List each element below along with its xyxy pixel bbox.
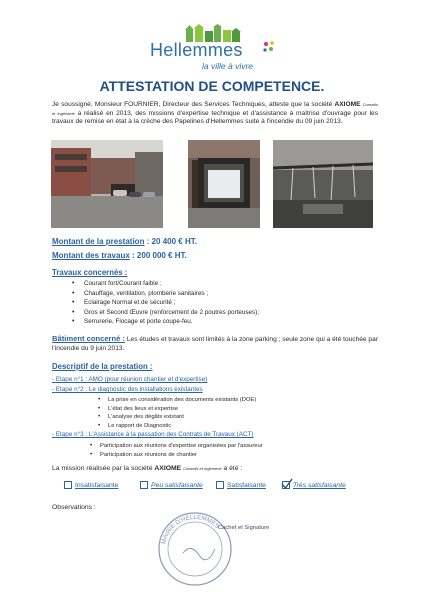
- rating-label: Très satisfaisante: [293, 481, 346, 489]
- amount-prestation: [52, 237, 197, 246]
- list-item: • Eclairage Normal et de sécurité ;: [72, 298, 259, 308]
- checkbox-insatisfaisante[interactable]: [64, 481, 72, 489]
- mission-line: [52, 465, 242, 472]
- list-item: • Courant fort/Courant faible ;: [72, 279, 259, 289]
- rating-satisfaisante[interactable]: [216, 481, 266, 489]
- mission-part1: La mission réalisée par la société: [52, 465, 153, 472]
- logo-tagline: la ville à vivre: [202, 61, 254, 71]
- etape-2-list: [98, 396, 256, 430]
- list-item: • Le rapport de Diagnostic: [98, 422, 256, 431]
- travaux-heading: Travaux concernés :: [52, 268, 128, 277]
- stamp-text: MAIRIE D'HELLEMMES: [160, 513, 221, 545]
- photo-fire-damage: [273, 140, 373, 228]
- list-item: • L'analyse des dégâts existant: [98, 413, 256, 422]
- intro-part1: Je soussigné, Monsieur FOURNIER, Directeur des Services Techniques, atteste que la société: [52, 101, 333, 108]
- batiment-text: Les études et travaux sont limités à la zone parking ; seule zone qui a été touchée par l'incendie du 9 juin 2013.: [52, 336, 378, 352]
- official-stamp: [155, 509, 235, 589]
- intro-paragraph: [52, 101, 378, 127]
- amount-prestation-label: Montant de la prestation: [52, 237, 145, 246]
- etape-2-text: Etape n°2 : Le diagnostic des installations existantes: [55, 386, 203, 393]
- list-item: • Participation aux réunions d'expertise organisées par l'assureur: [90, 442, 263, 451]
- etape-3: - Etape n°3 : L'Assistance à la passation des Contrats de Travaux (ACT): [52, 431, 254, 438]
- list-item: • Gros et Second Œuvre (renforcement de 2 poutres porteuses);: [72, 308, 259, 318]
- etape-3-text: Etape n°3 : L'Assistance à la passation des Contrats de Travaux (ACT): [55, 431, 254, 438]
- batiment-label: Bâtiment concerné :: [52, 334, 126, 343]
- rating-insatisfaisante[interactable]: [64, 481, 118, 489]
- list-item: • La prise en considération des documents existants (DOE): [98, 396, 256, 405]
- logo-name: Hellemmes: [150, 40, 243, 60]
- travaux-list: [72, 279, 259, 327]
- amount-prestation-value: : 20 400 € HT.: [146, 237, 197, 246]
- etape-2: - Etape n°2 : Le diagnostic des installations existantes: [52, 386, 203, 393]
- rating-label: Satisfaisante: [227, 481, 266, 489]
- list-item: • Participation aux réunions de chantier: [90, 451, 263, 460]
- batiment-paragraph: [52, 334, 382, 353]
- document-title: ATTESTATION DE COMPETENCE.: [99, 78, 325, 94]
- list-item: • Serrurerie, Flocage et porte coupe-feu.: [72, 317, 259, 327]
- logo-dots-icon: [262, 40, 276, 54]
- intro-part2: a réalisé en 2013, des missions d'expertise technique et d'assistance à maîtrise d'ouvrage pour les travaux de remise en état à la crèche des Papelines d'Hellemmes suite à l'incendie du 09 juin 2013.: [52, 109, 378, 126]
- etape-1: - Etape n°1 : AMO (pour réunion chantier et d'expertise): [52, 376, 208, 383]
- observations-label: Observations :: [52, 504, 96, 511]
- cachet-signature-label: Cachet et Signature: [218, 525, 270, 531]
- etape-1-text: Etape n°1 : AMO (pour réunion chantier et d'expertise): [55, 376, 208, 383]
- amount-travaux-label: Montant des travaux: [52, 251, 130, 260]
- etape-3-list: [90, 442, 263, 459]
- descriptif-heading: Descriptif de la prestation :: [52, 362, 153, 371]
- amount-travaux-value: : 200 000 € HT.: [132, 251, 187, 260]
- rating-peu-satisfaisante[interactable]: [140, 481, 203, 489]
- list-item: • Chauffage, ventilation, plomberie sanitaires ;: [72, 289, 259, 299]
- rating-label: Peu satisfaisante: [151, 481, 203, 489]
- photo-parking-entrance: [188, 140, 260, 228]
- amount-travaux: [52, 251, 187, 260]
- checkbox-tres-satisfaisante[interactable]: [282, 481, 290, 489]
- photo-parking-exterior: [51, 140, 163, 228]
- mission-part2: a été :: [223, 465, 243, 472]
- rating-label: Insatisfaisante: [75, 481, 119, 489]
- intro-company-suffix: Conseils et Ingénierie: [52, 102, 378, 116]
- intro-company: AXIOME: [334, 101, 361, 108]
- list-item: • L'état des lieux et expertise: [98, 405, 256, 414]
- checkbox-peu-satisfaisante[interactable]: [140, 481, 148, 489]
- mission-company-suffix: Conseils et Ingénierie: [183, 466, 222, 471]
- rating-tres-satisfaisante[interactable]: [282, 481, 346, 489]
- check-mark-icon: [281, 478, 293, 490]
- checkbox-satisfaisante[interactable]: [216, 481, 224, 489]
- mission-company: AXIOME: [154, 465, 182, 472]
